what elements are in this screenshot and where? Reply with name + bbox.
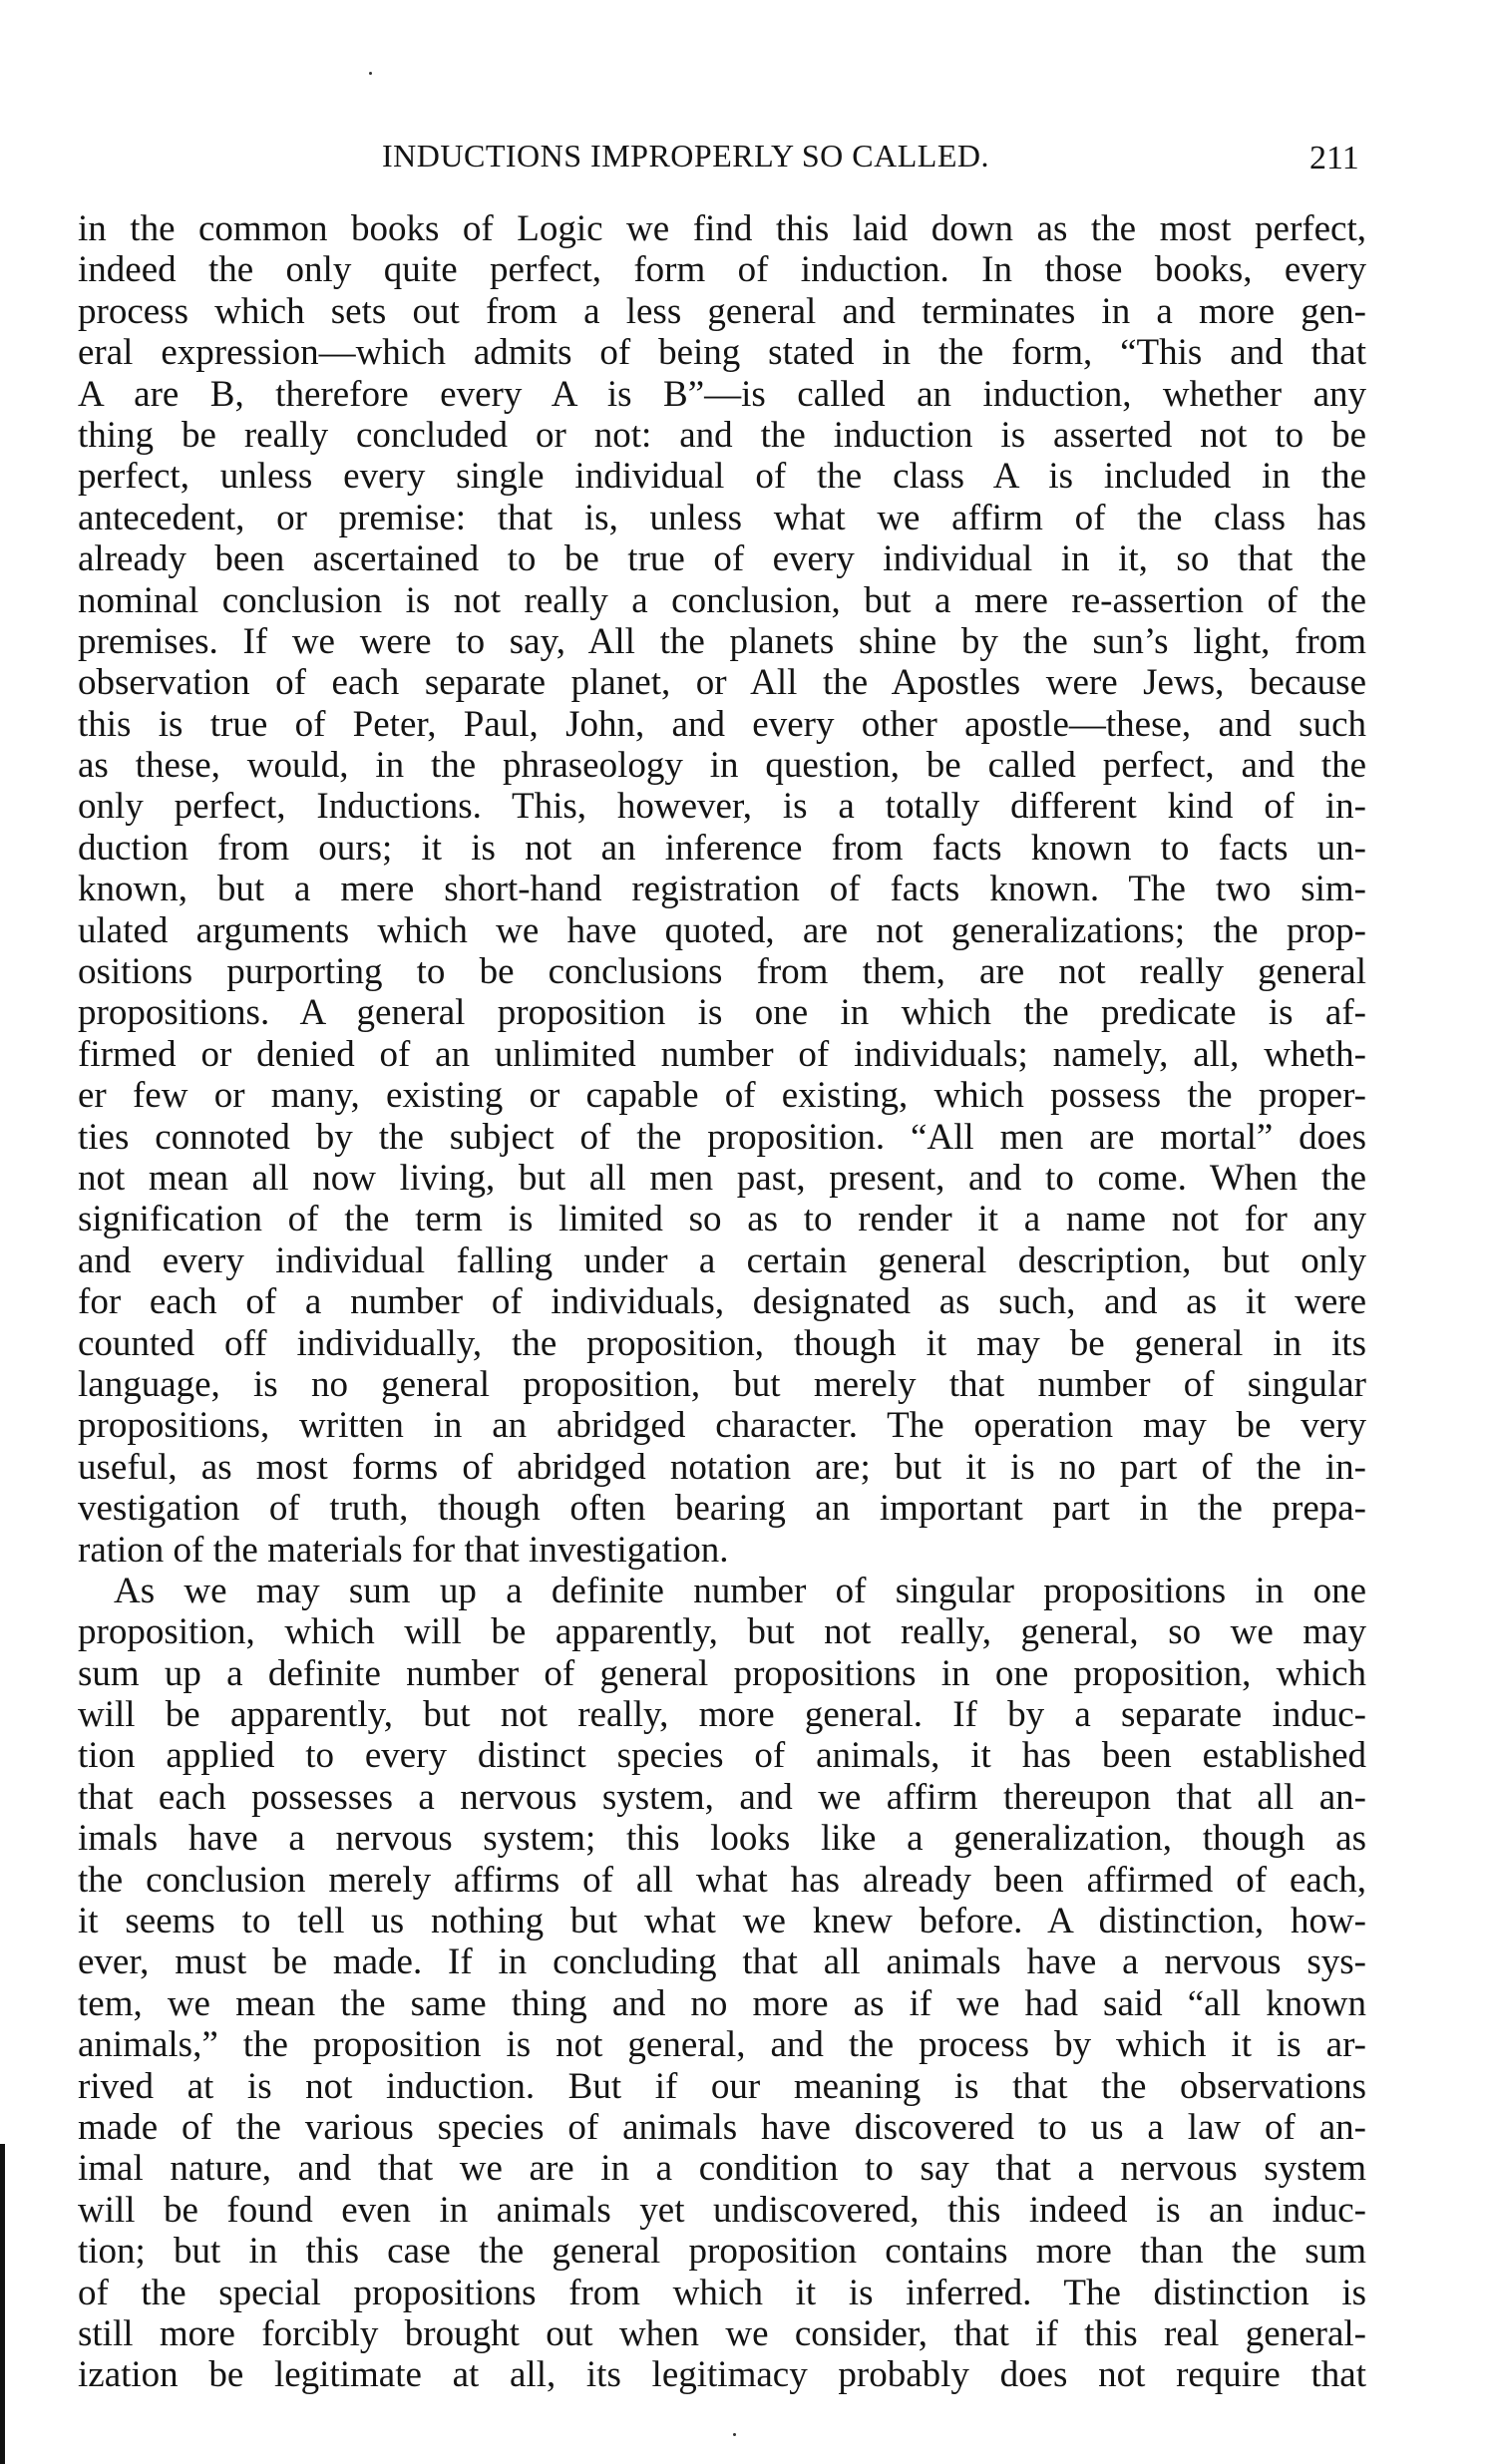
text-line: ositions purporting to be conclusions from them, are not really general — [78, 951, 1366, 993]
text-line: duction from ours; it is not an inference from facts known to facts un- — [78, 827, 1366, 869]
text-line: imal nature, and that we are in a condition to say that a nervous system — [78, 2148, 1366, 2190]
text-line: rived at is not induction. But if our meaning is that the observations — [78, 2065, 1366, 2107]
text-line: tion; but in this case the general proposition contains more than the sum — [78, 2231, 1366, 2273]
text-line: useful, as most forms of abridged notation are; but it is no part of the in- — [78, 1446, 1366, 1488]
text-line: eral expression—which admits of being stated in the form, “This and that — [78, 332, 1366, 374]
text-line: for each of a number of individuals, designated as such, and as it were — [78, 1281, 1366, 1323]
text-line: As we may sum up a definite number of singular propositions in one — [114, 1570, 1366, 1611]
text-line: propositions. A general proposition is one in which the predicate is af- — [78, 992, 1366, 1034]
text-line: signification of the term is limited so as to render it a name not for any — [78, 1199, 1366, 1240]
text-line: propositions, written in an abridged character. The operation may be very — [78, 1405, 1366, 1447]
running-head-title: INDUCTIONS IMPROPERLY SO CALLED. — [382, 138, 989, 174]
text-line: tem, we mean the same thing and no more as if we had said “all known — [78, 1982, 1366, 2024]
page-number: 211 — [1309, 140, 1359, 176]
running-head — [0, 138, 1490, 187]
paragraph — [78, 1571, 1366, 2396]
text-line: sum up a definite number of general propositions in one proposition, which — [78, 1652, 1366, 1694]
text-line: indeed the only quite perfect, form of induction. In those books, every — [78, 249, 1366, 291]
scan-speck — [369, 72, 372, 75]
text-line: still more forcibly brought out when we consider, that if this real general- — [78, 2312, 1366, 2354]
text-line: counted off individually, the proposition, though it may be general in its — [78, 1322, 1366, 1364]
text-line: made of the various species of animals have discovered to us a law of an- — [78, 2106, 1366, 2148]
paragraph — [78, 208, 1366, 1571]
text-line: this is true of Peter, Paul, John, and every other apostle—these, and such — [78, 703, 1366, 745]
text-line: antecedent, or premise: that is, unless what we affirm of the class has — [78, 497, 1366, 538]
text-line: of the special propositions from which it is inferred. The distinction is — [78, 2272, 1366, 2313]
text-line: ulated arguments which we have quoted, are not generalizations; the prop- — [78, 909, 1366, 951]
text-line: vestigation of truth, though often bearing an important part in the prepa- — [78, 1488, 1366, 1530]
text-line: er few or many, existing or capable of existing, which possess the proper- — [78, 1075, 1366, 1117]
text-line: tion applied to every distinct species of animals, it has been established — [78, 1735, 1366, 1777]
scan-edge-shadow — [0, 2144, 5, 2464]
scan-speck — [733, 2433, 736, 2436]
text-line: that each possesses a nervous system, and we affirm thereupon that all an- — [78, 1776, 1366, 1818]
body-text — [78, 208, 1366, 2396]
text-line: perfect, unless every single individual of the class A is included in the — [78, 456, 1366, 498]
text-line: A are B, therefore every A is B”—is called an induction, whether any — [78, 373, 1366, 415]
text-line: only perfect, Inductions. This, however, is a totally different kind of in- — [78, 786, 1366, 828]
text-line: already been ascertained to be true of every individual in it, so that the — [78, 538, 1366, 580]
text-line: premises. If we were to say, All the planets shine by the sun’s light, from — [78, 620, 1366, 662]
text-line: thing be really concluded or not: and the induction is asserted not to be — [78, 414, 1366, 456]
text-line: animals,” the proposition is not general, and the process by which it is ar- — [78, 2024, 1366, 2066]
text-line: proposition, which will be apparently, but not really, general, so we may — [78, 1611, 1366, 1653]
text-line: it seems to tell us nothing but what we knew before. A distinction, how- — [78, 1901, 1366, 1942]
text-line: ization be legitimate at all, its legitimacy probably does not require that — [78, 2354, 1366, 2396]
text-line: not mean all now living, but all men past, present, and to come. When the — [78, 1157, 1366, 1199]
text-line: ties connoted by the subject of the proposition. “All men are mortal” does — [78, 1116, 1366, 1158]
text-line: will be found even in animals yet undiscovered, this indeed is an induc- — [78, 2189, 1366, 2231]
text-line: known, but a mere short-hand registration of facts known. The two sim- — [78, 869, 1366, 910]
text-line: will be apparently, but not really, more general. If by a separate induc- — [78, 1694, 1366, 1736]
text-line: language, is no general proposition, but merely that number of singular — [78, 1363, 1366, 1405]
text-line: firmed or denied of an unlimited number of individuals; namely, all, wheth- — [78, 1033, 1366, 1075]
text-line: ever, must be made. If in concluding that all animals have a nervous sys- — [78, 1941, 1366, 1983]
text-line: process which sets out from a less general and terminates in a more gen- — [78, 290, 1366, 332]
text-line: imals have a nervous system; this looks like a generalization, though as — [78, 1818, 1366, 1860]
text-line: and every individual falling under a certain general description, but only — [78, 1239, 1366, 1281]
text-line: ration of the materials for that investigation. — [78, 1529, 729, 1571]
text-line: nominal conclusion is not really a conclusion, but a mere re-assertion of the — [78, 579, 1366, 621]
text-line: as these, would, in the phraseology in question, be called perfect, and the — [78, 745, 1366, 787]
text-line: in the common books of Logic we find this laid down as the most perfect, — [78, 208, 1366, 249]
text-line: observation of each separate planet, or All the Apostles were Jews, because — [78, 662, 1366, 704]
text-line: the conclusion merely affirms of all what has already been affirmed of each, — [78, 1859, 1366, 1901]
